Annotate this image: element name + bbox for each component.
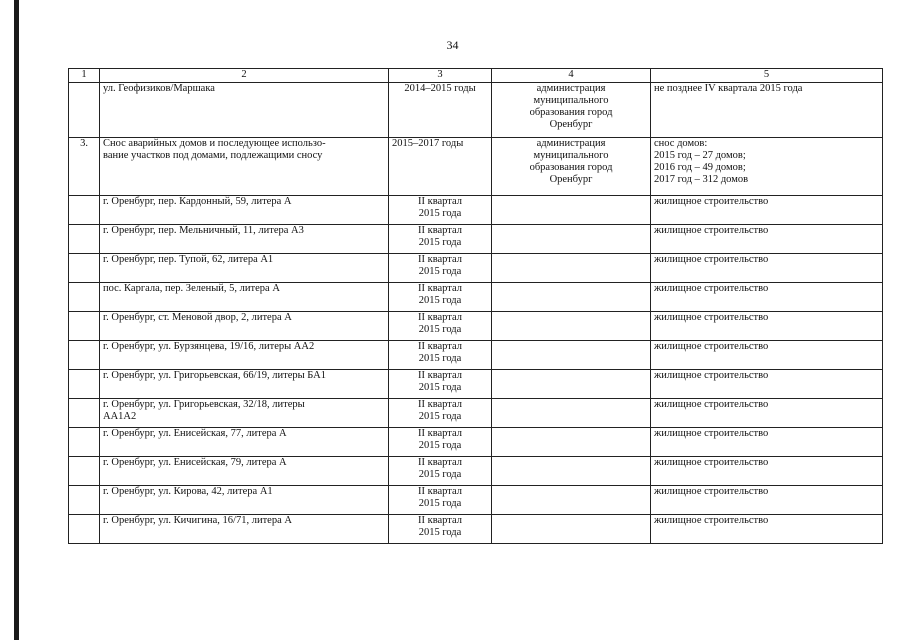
binding-edge: [14, 0, 19, 640]
period-cell: II квартал 2015 года: [389, 225, 492, 254]
period-cell: II квартал 2015 года: [389, 515, 492, 544]
column-header: 1: [69, 69, 100, 83]
object-cell: г. Оренбург, ул. Кирова, 42, литера А1: [100, 486, 389, 515]
table-row: [69, 370, 883, 399]
row-number-cell: [69, 515, 100, 544]
object-cell: г. Оренбург, пер. Мельничный, 11, литера А3: [100, 225, 389, 254]
table-row: [69, 283, 883, 312]
column-header: 3: [389, 69, 492, 83]
table-row: [69, 83, 883, 138]
result-cell: жилищное строительство: [651, 254, 883, 283]
object-cell: г. Оренбург, пер. Тупой, 62, литера А1: [100, 254, 389, 283]
row-number-cell: [69, 225, 100, 254]
result-cell: жилищное строительство: [651, 399, 883, 428]
result-cell: жилищное строительство: [651, 428, 883, 457]
object-cell: г. Оренбург, ул. Енисейская, 77, литера А: [100, 428, 389, 457]
table-row: [69, 312, 883, 341]
row-number-cell: [69, 254, 100, 283]
result-cell: жилищное строительство: [651, 312, 883, 341]
row-number-cell: [69, 312, 100, 341]
executor-cell: [492, 196, 651, 225]
executor-cell: [492, 428, 651, 457]
period-cell: 2015–2017 годы: [389, 138, 492, 196]
table-row: [69, 486, 883, 515]
result-cell: жилищное строительство: [651, 196, 883, 225]
table-row: [69, 341, 883, 370]
object-cell: Снос аварийных домов и последующее использо- вание участков под домами, подлежащими сносу: [100, 138, 389, 196]
executor-cell: [492, 283, 651, 312]
executor-cell: [492, 370, 651, 399]
table-row: [69, 428, 883, 457]
object-cell: г. Оренбург, ул. Енисейская, 79, литера А: [100, 457, 389, 486]
column-header: 2: [100, 69, 389, 83]
period-cell: II квартал 2015 года: [389, 428, 492, 457]
column-header: 5: [651, 69, 883, 83]
period-cell: II квартал 2015 года: [389, 370, 492, 399]
object-cell: г. Оренбург, ул. Бурзянцева, 19/16, литеры АА2: [100, 341, 389, 370]
executor-cell: администрация муниципального образования город Оренбург: [492, 138, 651, 196]
executor-cell: администрация муниципального образования город Оренбург: [492, 83, 651, 138]
result-cell: жилищное строительство: [651, 515, 883, 544]
result-cell: жилищное строительство: [651, 283, 883, 312]
result-cell: жилищное строительство: [651, 486, 883, 515]
row-number-cell: [69, 428, 100, 457]
executor-cell: [492, 341, 651, 370]
result-cell: жилищное строительство: [651, 341, 883, 370]
object-cell: г. Оренбург, ул. Григорьевская, 66/19, литеры БА1: [100, 370, 389, 399]
result-cell: жилищное строительство: [651, 370, 883, 399]
result-cell: снос домов: 2015 год – 27 домов; 2016 год – 49 домов; 2017 год – 312 домов: [651, 138, 883, 196]
object-cell: ул. Геофизиков/Маршака: [100, 83, 389, 138]
period-cell: II квартал 2015 года: [389, 457, 492, 486]
table-row: [69, 457, 883, 486]
row-number-cell: [69, 283, 100, 312]
executor-cell: [492, 457, 651, 486]
result-cell: жилищное строительство: [651, 457, 883, 486]
table-header-row: [69, 69, 883, 83]
row-number-cell: [69, 341, 100, 370]
row-number-cell: [69, 370, 100, 399]
result-cell: не позднее IV квартала 2015 года: [651, 83, 883, 138]
period-cell: II квартал 2015 года: [389, 196, 492, 225]
row-number-cell: [69, 196, 100, 225]
executor-cell: [492, 225, 651, 254]
object-cell: пос. Каргала, пер. Зеленый, 5, литера А: [100, 283, 389, 312]
object-cell: г. Оренбург, пер. Кардонный, 59, литера А: [100, 196, 389, 225]
table-row: [69, 225, 883, 254]
executor-cell: [492, 254, 651, 283]
period-cell: II квартал 2015 года: [389, 283, 492, 312]
executor-cell: [492, 312, 651, 341]
row-number-cell: 3.: [69, 138, 100, 196]
period-cell: II квартал 2015 года: [389, 254, 492, 283]
row-number-cell: [69, 399, 100, 428]
table-row: [69, 196, 883, 225]
object-cell: г. Оренбург, ст. Меновой двор, 2, литера А: [100, 312, 389, 341]
program-table: [68, 68, 883, 544]
row-number-cell: [69, 457, 100, 486]
page-number: 34: [446, 38, 459, 52]
table-row: [69, 515, 883, 544]
executor-cell: [492, 515, 651, 544]
table-row: [69, 399, 883, 428]
object-cell: г. Оренбург, ул. Кичигина, 16/71, литера А: [100, 515, 389, 544]
period-cell: II квартал 2015 года: [389, 486, 492, 515]
object-cell: г. Оренбург, ул. Григорьевская, 32/18, литеры АА1А2: [100, 399, 389, 428]
period-cell: II квартал 2015 года: [389, 399, 492, 428]
executor-cell: [492, 486, 651, 515]
period-cell: 2014–2015 годы: [389, 83, 492, 138]
column-header: 4: [492, 69, 651, 83]
table-row: [69, 254, 883, 283]
period-cell: II квартал 2015 года: [389, 341, 492, 370]
result-cell: жилищное строительство: [651, 225, 883, 254]
row-number-cell: [69, 83, 100, 138]
period-cell: II квартал 2015 года: [389, 312, 492, 341]
table-row: [69, 138, 883, 196]
executor-cell: [492, 399, 651, 428]
row-number-cell: [69, 486, 100, 515]
